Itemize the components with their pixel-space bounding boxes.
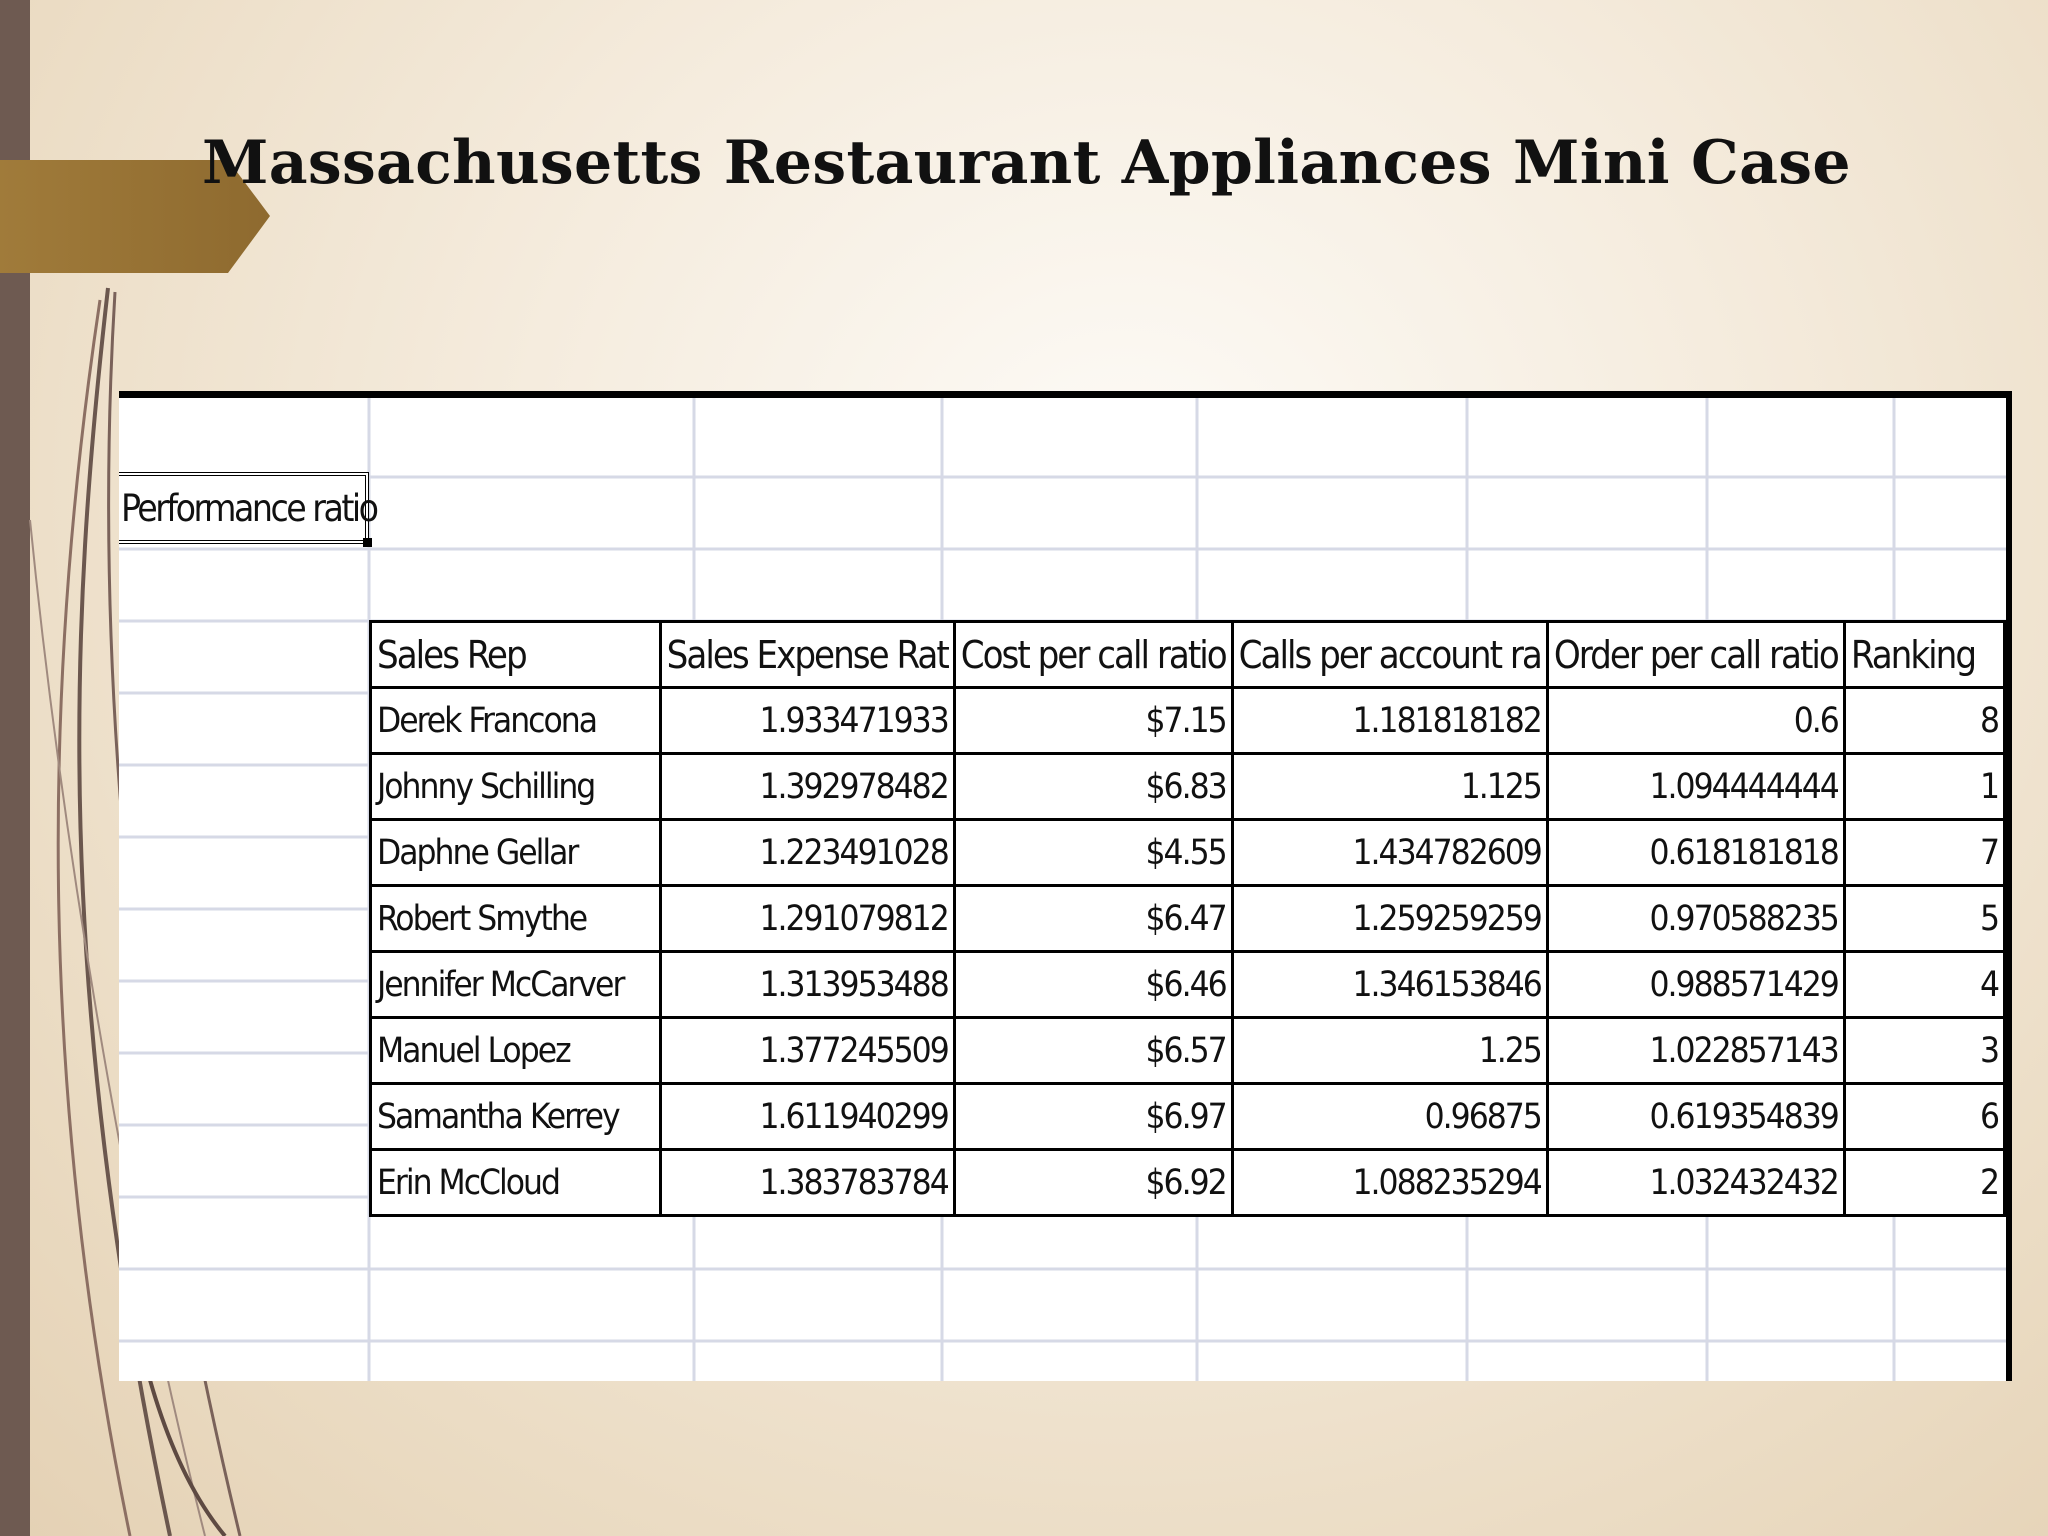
cell-ranking[interactable]: 3 — [1844, 1018, 2004, 1084]
cell-ranking[interactable]: 6 — [1844, 1084, 2004, 1150]
cell-sales-rep[interactable]: Johnny Schilling — [371, 754, 661, 820]
cell-sales-rep[interactable]: Manuel Lopez — [371, 1018, 661, 1084]
cell-cost-per-call-ratio[interactable]: $4.55 — [954, 820, 1232, 886]
cell-order-per-call-ratio[interactable]: 1.032432432 — [1547, 1150, 1844, 1216]
cell-sales-expense-ratio[interactable]: 1.383783784 — [660, 1150, 954, 1216]
cell-ranking[interactable]: 8 — [1844, 688, 2004, 754]
cell-ranking[interactable]: 7 — [1844, 820, 2004, 886]
cell-order-per-call-ratio[interactable]: 1.094444444 — [1547, 754, 1844, 820]
cell-calls-per-account-ratio[interactable]: 1.088235294 — [1232, 1150, 1547, 1216]
cell-cost-per-call-ratio[interactable]: $6.47 — [954, 886, 1232, 952]
cell-sales-expense-ratio[interactable]: 1.223491028 — [660, 820, 954, 886]
table-header-row — [371, 622, 2005, 688]
cell-ranking[interactable]: 4 — [1844, 952, 2004, 1018]
cell-calls-per-account-ratio[interactable]: 0.96875 — [1232, 1084, 1547, 1150]
cell-sales-expense-ratio[interactable]: 1.392978482 — [660, 754, 954, 820]
cell-cost-per-call-ratio[interactable]: $6.92 — [954, 1150, 1232, 1216]
performance-table — [369, 620, 2006, 1217]
header-calls-per-account-ratio[interactable]: Calls per account ra — [1232, 622, 1547, 688]
cell-cost-per-call-ratio[interactable]: $7.15 — [954, 688, 1232, 754]
cell-order-per-call-ratio[interactable]: 0.988571429 — [1547, 952, 1844, 1018]
cell-order-per-call-ratio[interactable]: 1.022857143 — [1547, 1018, 1844, 1084]
spreadsheet-screenshot — [119, 391, 2012, 1381]
cell-sales-rep[interactable]: Erin McCloud — [371, 1150, 661, 1216]
table-row — [371, 820, 2005, 886]
cell-order-per-call-ratio[interactable]: 0.619354839 — [1547, 1084, 1844, 1150]
cell-calls-per-account-ratio[interactable]: 1.259259259 — [1232, 886, 1547, 952]
cell-calls-per-account-ratio[interactable]: 1.434782609 — [1232, 820, 1547, 886]
cell-order-per-call-ratio[interactable]: 0.6 — [1547, 688, 1844, 754]
cell-ranking[interactable]: 1 — [1844, 754, 2004, 820]
cell-sales-rep[interactable]: Daphne Gellar — [371, 820, 661, 886]
cell-ranking[interactable]: 5 — [1844, 886, 2004, 952]
deco-curve-5 — [150, 1380, 225, 1536]
cell-sales-expense-ratio[interactable]: 1.933471933 — [660, 688, 954, 754]
table-row — [371, 1084, 2005, 1150]
header-ranking[interactable]: Ranking — [1844, 622, 2004, 688]
cell-calls-per-account-ratio[interactable]: 1.125 — [1232, 754, 1547, 820]
table-row — [371, 952, 2005, 1018]
header-order-per-call-ratio[interactable]: Order per call ratio — [1547, 622, 1844, 688]
table-row — [371, 688, 2005, 754]
cell-cost-per-call-ratio[interactable]: $6.83 — [954, 754, 1232, 820]
cell-cost-per-call-ratio[interactable]: $6.97 — [954, 1084, 1232, 1150]
cell-sales-expense-ratio[interactable]: 1.313953488 — [660, 952, 954, 1018]
table-row — [371, 754, 2005, 820]
cell-sales-expense-ratio[interactable]: 1.377245509 — [660, 1018, 954, 1084]
cell-sales-expense-ratio[interactable]: 1.291079812 — [660, 886, 954, 952]
header-cost-per-call-ratio[interactable]: Cost per call ratio — [954, 622, 1232, 688]
performance-ratio-cell[interactable]: Performance ratio — [119, 472, 369, 544]
header-sales-expense-ratio[interactable]: Sales Expense Rat — [660, 622, 954, 688]
cell-calls-per-account-ratio[interactable]: 1.346153846 — [1232, 952, 1547, 1018]
cell-sales-rep[interactable]: Robert Smythe — [371, 886, 661, 952]
header-sales-rep[interactable]: Sales Rep — [371, 622, 661, 688]
cell-sales-rep[interactable]: Samantha Kerrey — [371, 1084, 661, 1150]
cell-order-per-call-ratio[interactable]: 0.970588235 — [1547, 886, 1844, 952]
cell-ranking[interactable]: 2 — [1844, 1150, 2004, 1216]
cell-sales-rep[interactable]: Derek Francona — [371, 688, 661, 754]
cell-cost-per-call-ratio[interactable]: $6.46 — [954, 952, 1232, 1018]
cell-cost-per-call-ratio[interactable]: $6.57 — [954, 1018, 1232, 1084]
cell-fill-handle[interactable] — [363, 538, 372, 547]
cell-sales-rep[interactable]: Jennifer McCarver — [371, 952, 661, 1018]
table-row — [371, 1150, 2005, 1216]
cell-order-per-call-ratio[interactable]: 0.618181818 — [1547, 820, 1844, 886]
table-row — [371, 886, 2005, 952]
cell-calls-per-account-ratio[interactable]: 1.181818182 — [1232, 688, 1547, 754]
slide-title: Massachusetts Restaurant Appliances Mini Case — [202, 128, 1851, 198]
table-row — [371, 1018, 2005, 1084]
cell-sales-expense-ratio[interactable]: 1.611940299 — [660, 1084, 954, 1150]
cell-calls-per-account-ratio[interactable]: 1.25 — [1232, 1018, 1547, 1084]
